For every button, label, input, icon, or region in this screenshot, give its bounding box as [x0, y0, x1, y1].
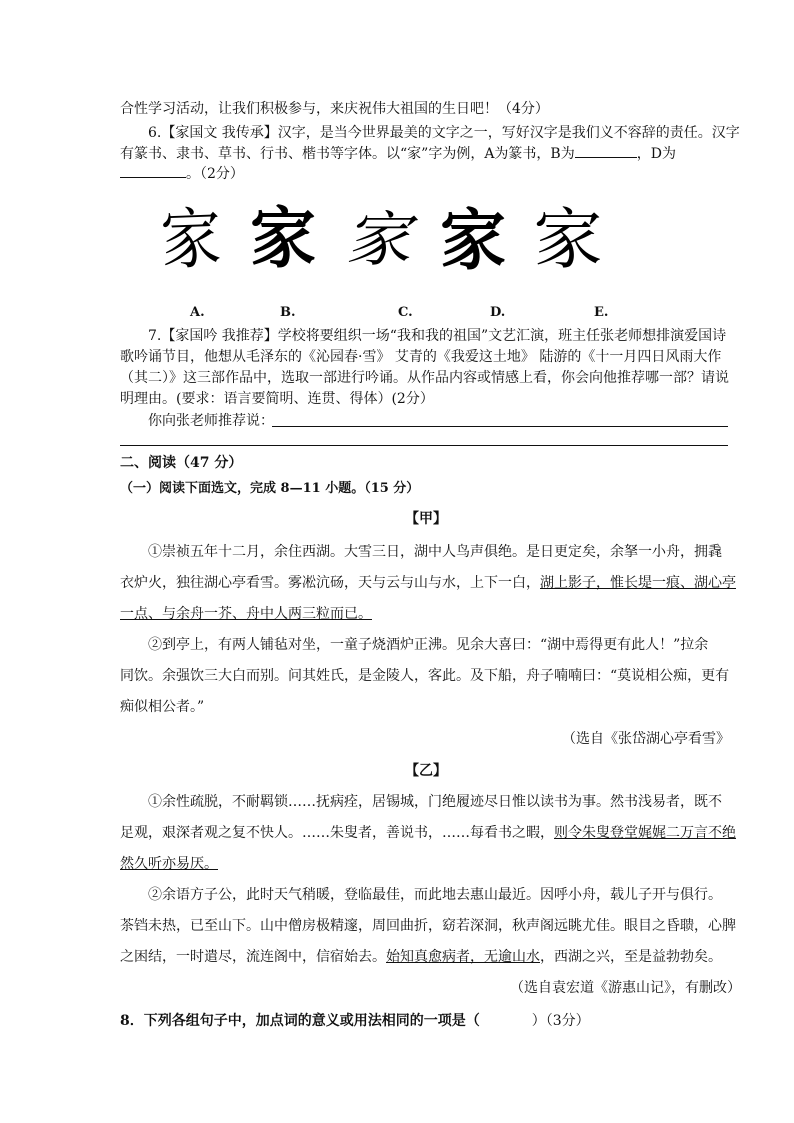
q6-line-2-text-a: 有篆书、隶书、草书、行书、楷书等字体。以“家”字为例，A为篆书，B为	[120, 146, 575, 162]
yi-p2-line-2: 茶铛未热，已至山下。山中僧房极精邃，周回曲折，窈若深洞，秋声阁远眺尤佳。眼目之昏聩，心脾	[120, 918, 736, 934]
yi-p1-line-1: ①余性疏脱，不耐羁锁……抚病痊，居锡城，门绝履迹尽日惟以读书为事。然书浅易者，既不	[148, 794, 722, 810]
q8-text-b: ）（3分）	[531, 1013, 590, 1029]
regular-script-glyph: 家	[533, 201, 603, 278]
yi-underlined-sentence-part-1: 则令朱叟登堂娓娓二万言不绝	[554, 825, 736, 841]
jia-p2-line-1: ②到亭上，有两人铺毡对坐，一童子烧酒炉正沸。见余大喜曰：“湖中焉得更有此人！”拉余	[148, 637, 709, 653]
q7-line-3: （其二）》这三部作品中，选取一部进行吟诵。从作品内容或情感上看，你会向他推荐哪一部？请说	[120, 370, 729, 386]
clerical-script-glyph: 家	[250, 203, 316, 276]
running-script-glyph: 家	[440, 201, 506, 279]
yi-underlined-sentence-2: 始知真愈病者，无逾山水	[386, 949, 540, 965]
yi-p1-line-2	[120, 822, 736, 842]
q8-question	[120, 1010, 590, 1030]
q6-answer-blank-b[interactable]	[575, 143, 637, 158]
cursive-script-glyph: 家	[341, 204, 425, 275]
q6-line-3	[120, 163, 244, 183]
glyph-label-e: E.	[594, 305, 609, 320]
calligraphy-glyph-row	[150, 195, 650, 320]
q7-line-1: 7.【家国吟 我推荐】学校将要组织一场“我和我的祖国”文艺汇演，班主任张老师想排演爱国诗	[148, 328, 727, 344]
q7-answer-prompt: 你向张老师推荐说：	[148, 413, 274, 429]
glyph-label-b: B.	[280, 305, 296, 320]
yi-p1-line-2-text: 足观，艰深者观之复不快人。……朱叟者，善说书，……每看书之暇，	[120, 825, 554, 841]
q7-line-4: 明理由。(要求：语言要简明、连贯、得体）(2分）	[120, 391, 434, 407]
jia-p2-line-2: 同饮。余强饮三大白而别。问其姓氏，是金陵人，客此。及下船，舟子喃喃曰：“莫说相公痴，更有	[120, 668, 730, 684]
q6-answer-blank-d[interactable]	[120, 163, 186, 178]
yi-p2-line-3-text-c: ，西湖之兴，至是益勃勃矣。	[540, 949, 722, 965]
glyph-label-a: A.	[190, 305, 205, 320]
glyph-label-c: C.	[398, 305, 413, 320]
jia-p2-line-3: 痴似相公者。”	[120, 699, 205, 715]
q5-tail-text: 合性学习活动，让我们积极参与，来庆祝伟大祖国的生日吧！（4分）	[120, 101, 549, 117]
jia-heading: 【甲】	[405, 511, 447, 527]
jia-source: （选自《张岱湖心亭看雪》	[562, 731, 730, 747]
q7-answer-line-2[interactable]	[120, 445, 728, 446]
q6-line-1: 6.【家国文 我传承】汉字，是当今世界最美的文字之一，写好汉字是我们义不容辞的责任。汉字	[148, 125, 740, 141]
yi-p2-line-1: ②余语方子公，此时天气稍暖，登临最佳，而此地去惠山最近。因呼小舟，载儿子开与俱行。	[148, 887, 722, 903]
section-2-title: 二、阅读（47 分）	[120, 455, 243, 471]
q7-answer-line-1[interactable]	[272, 426, 728, 427]
yi-source: （选自袁宏道《游惠山记》，有删改）	[510, 980, 741, 996]
jia-p1-line-2	[120, 572, 736, 592]
glyph-label-d: D.	[490, 305, 506, 320]
q8-text-a: 8．下列各组句子中，加点词的意义或用法相同的一项是（	[120, 1013, 480, 1029]
q6-line-2-text-b: ，D为	[636, 146, 676, 162]
q6-line-3-text: 。（2分）	[186, 166, 244, 182]
jia-underlined-sentence-part-1: 湖上影子，惟长堤一痕、湖心亭	[540, 575, 736, 591]
jia-underlined-sentence-part-2: 一点、与余舟一芥、舟中人两三粒而已。	[120, 606, 372, 622]
q6-line-2	[120, 143, 676, 163]
jia-p1-line-2-text: 衣炉火，独往湖心亭看雪。雾凇沆砀，天与云与山与水，上下一白，	[120, 575, 540, 591]
section-2-sub-1: （一）阅读下面选文，完成 8—11 小题。（15 分）	[120, 481, 420, 496]
yi-heading: 【乙】	[405, 763, 447, 779]
seal-script-glyph: 家	[159, 199, 223, 280]
jia-p1-line-1: ①崇祯五年十二月，余住西湖。大雪三日，湖中人鸟声俱绝。是日更定矣，余拏一小舟，拥毳	[148, 544, 722, 560]
q7-line-2: 歌吟诵节目，他想从毛泽东的《沁园春·雪》 艾青的《我爱这土地》 陆游的《十一月四日风雨大作	[120, 349, 722, 365]
yi-underlined-sentence-part-2: 然久听亦易厌。	[120, 856, 218, 872]
yi-p2-line-3-text-a: 之困结，一时遣尽，流连阁中，信宿始去。	[120, 949, 386, 965]
yi-p2-line-3	[120, 946, 722, 966]
